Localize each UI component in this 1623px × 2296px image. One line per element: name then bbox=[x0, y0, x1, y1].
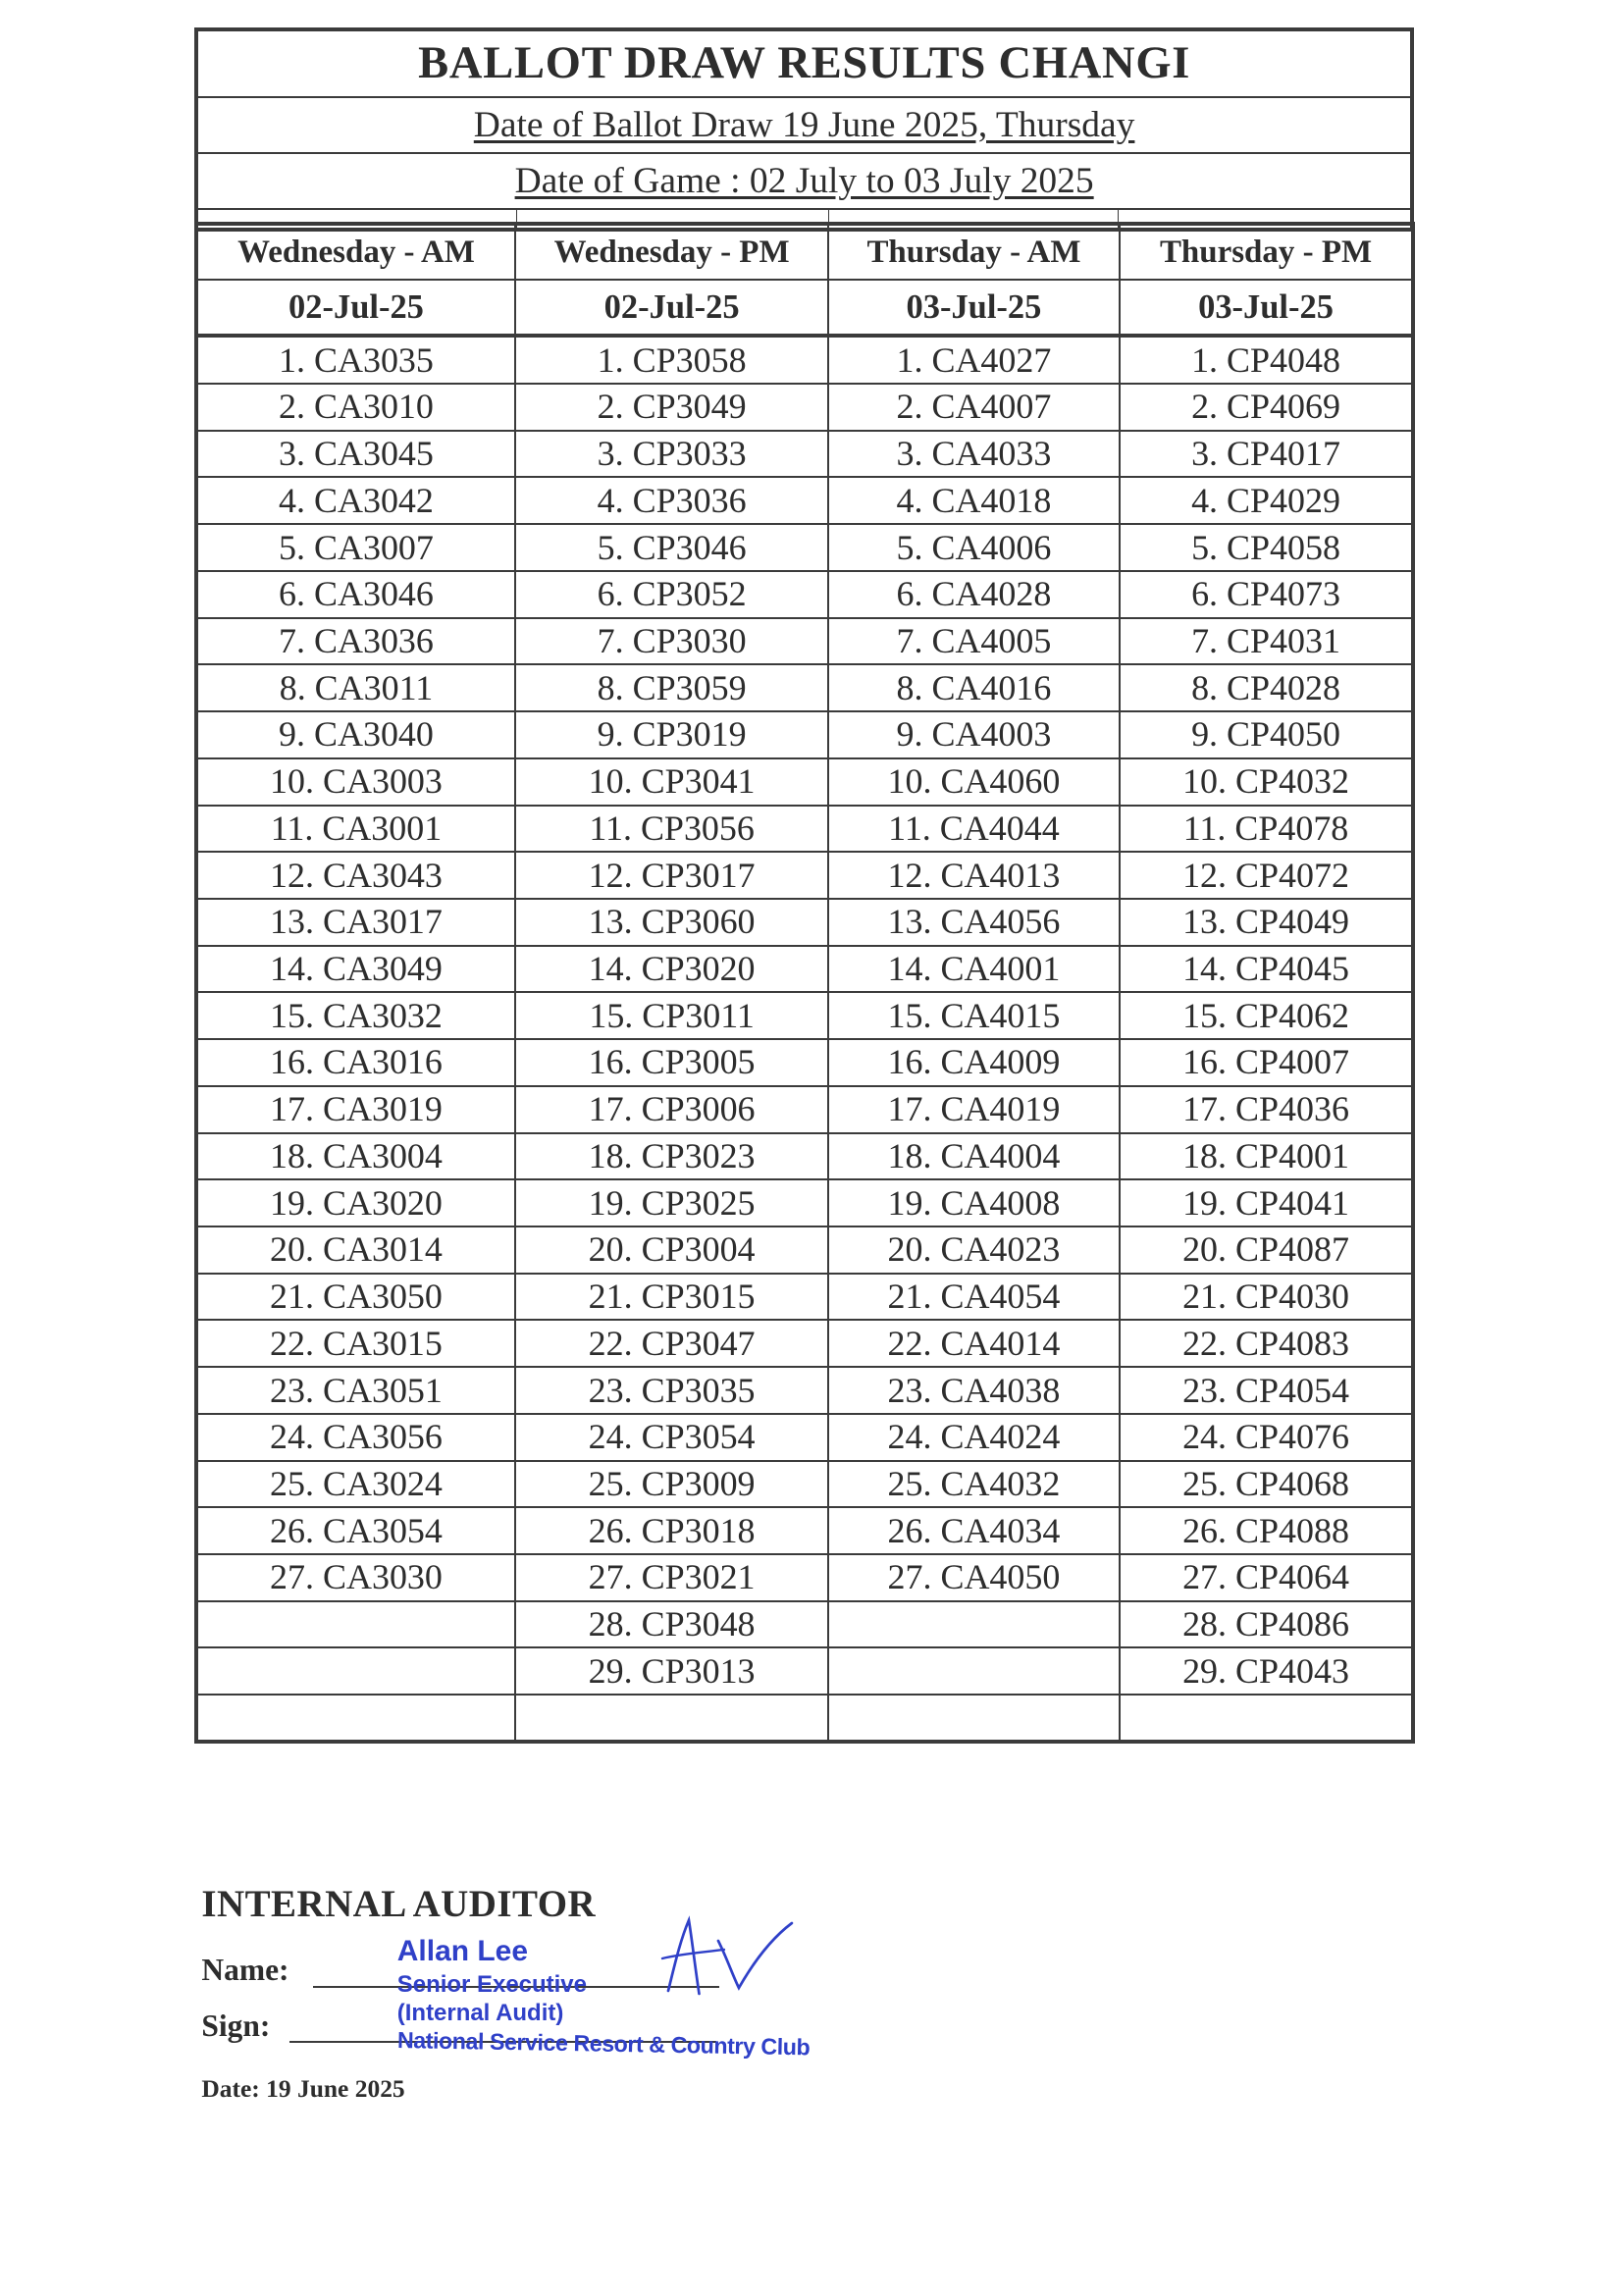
result-cell: 4. CP3036 bbox=[515, 477, 828, 524]
result-cell: 23. CP4054 bbox=[1120, 1367, 1414, 1414]
result-cell: 1. CA3035 bbox=[196, 336, 515, 384]
result-cell: 21. CP4030 bbox=[1120, 1274, 1414, 1321]
result-cell bbox=[196, 1647, 515, 1695]
result-cell: 9. CA4003 bbox=[828, 711, 1120, 758]
result-cell: 1. CP4048 bbox=[1120, 336, 1414, 384]
table-row bbox=[196, 1226, 1413, 1274]
result-cell: 23. CA3051 bbox=[196, 1367, 515, 1414]
stamp-name: Allan Lee bbox=[396, 1934, 529, 1967]
table-row bbox=[196, 1320, 1413, 1367]
result-cell: 13. CP3060 bbox=[515, 899, 828, 946]
result-cell: 20. CP4087 bbox=[1120, 1226, 1414, 1274]
result-cell: 12. CP4072 bbox=[1120, 852, 1414, 899]
result-cell bbox=[196, 1695, 515, 1742]
result-cell: 18. CA3004 bbox=[196, 1133, 515, 1180]
result-cell: 2. CA3010 bbox=[196, 384, 515, 431]
result-cell: 15. CA4015 bbox=[828, 992, 1120, 1039]
result-cell: 22. CA3015 bbox=[196, 1320, 515, 1367]
table-row bbox=[196, 1554, 1413, 1601]
result-cell: 19. CA4008 bbox=[828, 1179, 1120, 1226]
table-row bbox=[196, 1695, 1413, 1742]
table-row bbox=[196, 946, 1413, 993]
result-cell: 19. CA3020 bbox=[196, 1179, 515, 1226]
result-cell: 16. CP4007 bbox=[1120, 1039, 1414, 1086]
table-row bbox=[196, 664, 1413, 711]
result-cell: 24. CA3056 bbox=[196, 1414, 515, 1461]
result-cell: 24. CP4076 bbox=[1120, 1414, 1414, 1461]
column-date-header: 03-Jul-25 bbox=[828, 280, 1120, 336]
result-cell: 14. CA3049 bbox=[196, 946, 515, 993]
table-row bbox=[196, 384, 1413, 431]
table-row bbox=[196, 806, 1413, 853]
result-cell: 12. CA4013 bbox=[828, 852, 1120, 899]
column-day-header: Wednesday - AM bbox=[196, 224, 515, 280]
day-header-row bbox=[196, 224, 1413, 280]
result-cell: 29. CP3013 bbox=[515, 1647, 828, 1695]
result-cell: 3. CP3033 bbox=[515, 431, 828, 478]
result-cell: 7. CP4031 bbox=[1120, 618, 1414, 665]
result-cell bbox=[1120, 1695, 1414, 1742]
result-cell: 1. CA4027 bbox=[828, 336, 1120, 384]
table-row bbox=[196, 1601, 1413, 1648]
result-cell: 5. CA4006 bbox=[828, 524, 1120, 571]
result-cell: 24. CA4024 bbox=[828, 1414, 1120, 1461]
result-cell: 6. CA3046 bbox=[196, 571, 515, 618]
result-cell: 20. CP3004 bbox=[515, 1226, 828, 1274]
result-cell: 16. CA3016 bbox=[196, 1039, 515, 1086]
result-cell: 17. CP3006 bbox=[515, 1086, 828, 1133]
column-day-header: Thursday - PM bbox=[1120, 224, 1414, 280]
table-row bbox=[196, 711, 1413, 758]
table-row bbox=[196, 336, 1413, 384]
table-row bbox=[196, 1367, 1413, 1414]
table-row bbox=[196, 1274, 1413, 1321]
result-cell: 8. CP3059 bbox=[515, 664, 828, 711]
result-cell: 18. CA4004 bbox=[828, 1133, 1120, 1180]
results-table bbox=[194, 222, 1415, 1744]
result-cell: 7. CA4005 bbox=[828, 618, 1120, 665]
result-cell: 29. CP4043 bbox=[1120, 1647, 1414, 1695]
result-cell: 26. CA4034 bbox=[828, 1507, 1120, 1554]
result-cell: 14. CA4001 bbox=[828, 946, 1120, 993]
result-cell: 15. CP3011 bbox=[515, 992, 828, 1039]
result-cell: 19. CP4041 bbox=[1120, 1179, 1414, 1226]
result-cell: 2. CP4069 bbox=[1120, 384, 1414, 431]
column-date-header: 02-Jul-25 bbox=[515, 280, 828, 336]
table-row bbox=[196, 1133, 1413, 1180]
table-row bbox=[196, 1039, 1413, 1086]
table-row bbox=[196, 992, 1413, 1039]
result-cell: 17. CA3019 bbox=[196, 1086, 515, 1133]
stamp-organisation: National Service Resort & Country Club bbox=[396, 2027, 811, 2061]
table-row bbox=[196, 1647, 1413, 1695]
result-cell: 16. CP3005 bbox=[515, 1039, 828, 1086]
result-cell: 6. CP4073 bbox=[1120, 571, 1414, 618]
result-cell: 20. CA4023 bbox=[828, 1226, 1120, 1274]
result-cell: 4. CA3042 bbox=[196, 477, 515, 524]
result-cell: 27. CA3030 bbox=[196, 1554, 515, 1601]
document-header bbox=[194, 27, 1414, 231]
handwritten-signature bbox=[659, 1914, 799, 2003]
result-cell: 22. CP3047 bbox=[515, 1320, 828, 1367]
result-cell: 9. CA3040 bbox=[196, 711, 515, 758]
result-cell: 25. CP3009 bbox=[515, 1461, 828, 1508]
result-cell: 11. CA3001 bbox=[196, 806, 515, 853]
table-row bbox=[196, 1086, 1413, 1133]
result-cell: 14. CP3020 bbox=[515, 946, 828, 993]
name-label: Name: bbox=[201, 1952, 289, 1987]
result-cell: 21. CA4054 bbox=[828, 1274, 1120, 1321]
result-cell: 25. CA3024 bbox=[196, 1461, 515, 1508]
table-row bbox=[196, 758, 1413, 806]
result-cell: 25. CA4032 bbox=[828, 1461, 1120, 1508]
table-row bbox=[196, 571, 1413, 618]
table-row bbox=[196, 431, 1413, 478]
result-cell: 17. CA4019 bbox=[828, 1086, 1120, 1133]
results-body bbox=[196, 336, 1413, 1742]
column-date-header: 03-Jul-25 bbox=[1120, 280, 1414, 336]
result-cell: 7. CP3030 bbox=[515, 618, 828, 665]
result-cell: 8. CA4016 bbox=[828, 664, 1120, 711]
ballot-date: Date of Ballot Draw 19 June 2025, Thursday bbox=[473, 104, 1135, 145]
ballot-date-row bbox=[198, 98, 1410, 154]
result-cell: 2. CA4007 bbox=[828, 384, 1120, 431]
result-cell: 23. CP3035 bbox=[515, 1367, 828, 1414]
table-row bbox=[196, 1461, 1413, 1508]
result-cell: 16. CA4009 bbox=[828, 1039, 1120, 1086]
result-cell: 6. CP3052 bbox=[515, 571, 828, 618]
result-cell: 3. CP4017 bbox=[1120, 431, 1414, 478]
result-cell: 21. CA3050 bbox=[196, 1274, 515, 1321]
result-cell: 28. CP3048 bbox=[515, 1601, 828, 1648]
result-cell: 7. CA3036 bbox=[196, 618, 515, 665]
game-date-row bbox=[198, 154, 1410, 210]
result-cell: 9. CP3019 bbox=[515, 711, 828, 758]
result-cell: 25. CP4068 bbox=[1120, 1461, 1414, 1508]
result-cell: 26. CP4088 bbox=[1120, 1507, 1414, 1554]
result-cell: 20. CA3014 bbox=[196, 1226, 515, 1274]
result-cell bbox=[828, 1695, 1120, 1742]
result-cell: 18. CP3023 bbox=[515, 1133, 828, 1180]
result-cell: 26. CA3054 bbox=[196, 1507, 515, 1554]
date-header-row bbox=[196, 280, 1413, 336]
result-cell: 19. CP3025 bbox=[515, 1179, 828, 1226]
result-cell: 27. CP4064 bbox=[1120, 1554, 1414, 1601]
result-cell: 6. CA4028 bbox=[828, 571, 1120, 618]
result-cell: 8. CA3011 bbox=[196, 664, 515, 711]
document-title: BALLOT DRAW RESULTS CHANGI bbox=[198, 31, 1410, 97]
auditor-title: INTERNAL AUDITOR bbox=[201, 1882, 597, 1925]
table-row bbox=[196, 477, 1413, 524]
result-cell: 26. CP3018 bbox=[515, 1507, 828, 1554]
result-cell: 9. CP4050 bbox=[1120, 711, 1414, 758]
result-cell: 27. CP3021 bbox=[515, 1554, 828, 1601]
result-cell: 1. CP3058 bbox=[515, 336, 828, 384]
result-cell: 11. CP4078 bbox=[1120, 806, 1414, 853]
result-cell bbox=[196, 1601, 515, 1648]
result-cell: 10. CP4032 bbox=[1120, 758, 1414, 806]
result-cell: 3. CA4033 bbox=[828, 431, 1120, 478]
result-cell: 5. CA3007 bbox=[196, 524, 515, 571]
result-cell: 15. CA3032 bbox=[196, 992, 515, 1039]
column-date-header: 02-Jul-25 bbox=[196, 280, 515, 336]
result-cell: 12. CP3017 bbox=[515, 852, 828, 899]
result-cell: 28. CP4086 bbox=[1120, 1601, 1414, 1648]
result-cell: 4. CP4029 bbox=[1120, 477, 1414, 524]
result-cell bbox=[515, 1695, 828, 1742]
game-date: Date of Game : 02 July to 03 July 2025 bbox=[514, 160, 1094, 201]
result-cell bbox=[828, 1601, 1120, 1648]
sign-label: Sign: bbox=[201, 2008, 271, 2043]
result-cell bbox=[828, 1647, 1120, 1695]
result-cell: 5. CP3046 bbox=[515, 524, 828, 571]
column-day-header: Thursday - AM bbox=[828, 224, 1120, 280]
table-row bbox=[196, 899, 1413, 946]
result-cell: 5. CP4058 bbox=[1120, 524, 1414, 571]
stamp-department: (Internal Audit) bbox=[396, 1999, 564, 2026]
result-cell: 14. CP4045 bbox=[1120, 946, 1414, 993]
result-cell: 8. CP4028 bbox=[1120, 664, 1414, 711]
result-cell: 13. CP4049 bbox=[1120, 899, 1414, 946]
result-cell: 3. CA3045 bbox=[196, 431, 515, 478]
result-cell: 11. CA4044 bbox=[828, 806, 1120, 853]
result-cell: 21. CP3015 bbox=[515, 1274, 828, 1321]
stamp-position: Senior Executive bbox=[396, 1971, 587, 1999]
result-cell: 11. CP3056 bbox=[515, 806, 828, 853]
result-cell: 10. CP3041 bbox=[515, 758, 828, 806]
table-row bbox=[196, 1507, 1413, 1554]
table-row bbox=[196, 524, 1413, 571]
result-cell: 12. CA3043 bbox=[196, 852, 515, 899]
audit-date: Date: 19 June 2025 bbox=[201, 2074, 405, 2103]
result-cell: 22. CP4083 bbox=[1120, 1320, 1414, 1367]
result-cell: 4. CA4018 bbox=[828, 477, 1120, 524]
column-day-header: Wednesday - PM bbox=[515, 224, 828, 280]
result-cell: 15. CP4062 bbox=[1120, 992, 1414, 1039]
result-cell: 22. CA4014 bbox=[828, 1320, 1120, 1367]
result-cell: 18. CP4001 bbox=[1120, 1133, 1414, 1180]
result-cell: 23. CA4038 bbox=[828, 1367, 1120, 1414]
table-row bbox=[196, 1414, 1413, 1461]
table-row bbox=[196, 1179, 1413, 1226]
result-cell: 2. CP3049 bbox=[515, 384, 828, 431]
result-cell: 13. CA4056 bbox=[828, 899, 1120, 946]
result-cell: 27. CA4050 bbox=[828, 1554, 1120, 1601]
result-cell: 24. CP3054 bbox=[515, 1414, 828, 1461]
table-row bbox=[196, 618, 1413, 665]
result-cell: 10. CA4060 bbox=[828, 758, 1120, 806]
table-row bbox=[196, 852, 1413, 899]
result-cell: 13. CA3017 bbox=[196, 899, 515, 946]
result-cell: 10. CA3003 bbox=[196, 758, 515, 806]
result-cell: 17. CP4036 bbox=[1120, 1086, 1414, 1133]
